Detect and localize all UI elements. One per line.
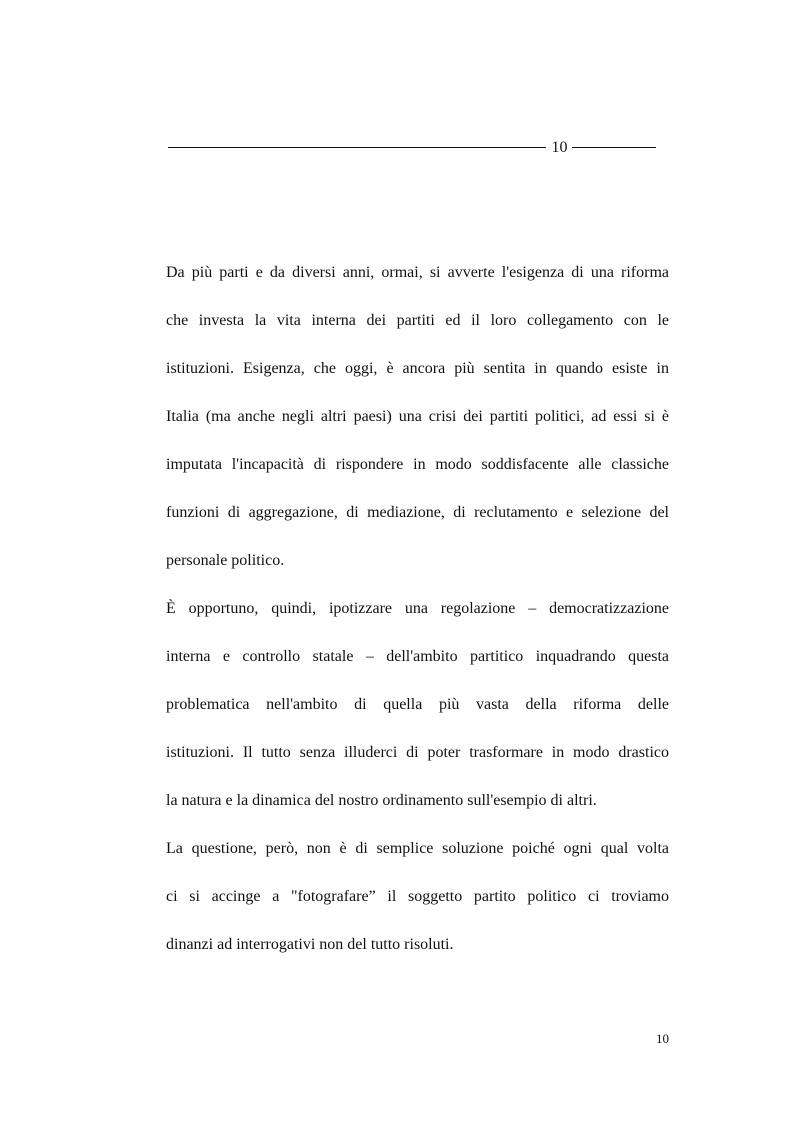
header-rule-left [168, 147, 546, 148]
text-line: personale politico. [166, 552, 285, 569]
header-rule-right [572, 147, 656, 148]
text-line: La questione, però, non è di semplice soluzione poiché ogni qual volta [166, 840, 669, 857]
text-line: Italia (ma anche negli altri paesi) una crisi dei partiti politici, ad essi si è [166, 408, 669, 425]
text-line: imputata l'incapacità di rispondere in modo soddisfacente alle classiche [166, 456, 669, 473]
text-line: Da più parti e da diversi anni, ormai, si avverte l'esigenza di una riforma [166, 264, 669, 281]
text-line: funzioni di aggregazione, di mediazione, di reclutamento e selezione del [166, 504, 669, 521]
text-line: interna e controllo statale – dell'ambito partitico inquadrando questa [166, 648, 669, 665]
text-line: problematica nell'ambito di quella più vasta della riforma delle [166, 696, 669, 713]
text-line: istituzioni. Esigenza, che oggi, è ancora più sentita in quando esiste in [166, 360, 669, 377]
text-line: istituzioni. Il tutto senza illuderci di poter trasformare in modo drastico [166, 744, 669, 761]
text-line: la natura e la dinamica del nostro ordinamento sull'esempio di altri. [166, 792, 597, 809]
text-line: ci si accinge a "fotografare” il soggetto partito politico ci troviamo [166, 888, 669, 905]
text-line: che investa la vita interna dei partiti ed il loro collegamento con le [166, 312, 669, 329]
footer-page-number: 10 [656, 1031, 669, 1046]
text-line: dinanzi ad interrogativi non del tutto risoluti. [166, 936, 454, 953]
running-header [168, 138, 656, 158]
text-line: È opportuno, quindi, ipotizzare una regolazione – democratizzazione [166, 600, 669, 617]
header-page-number: 10 [551, 139, 568, 156]
